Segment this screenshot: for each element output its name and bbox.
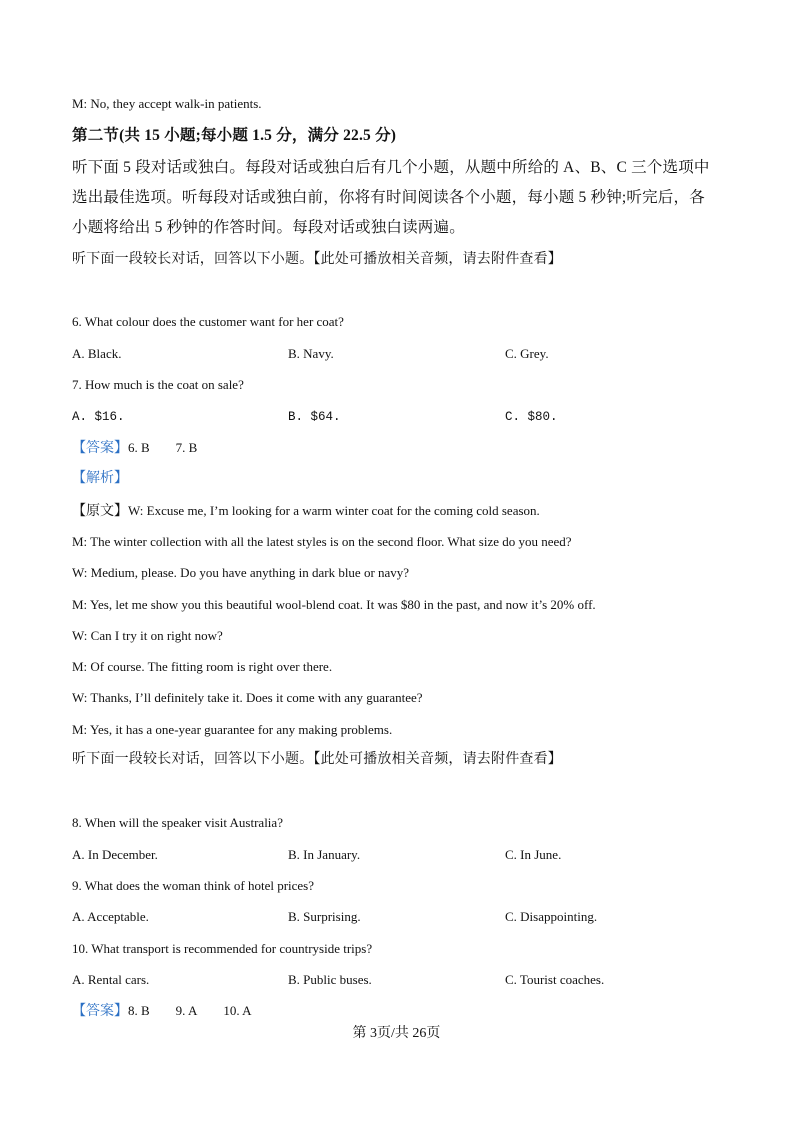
answer-label: 【答案】 (72, 1004, 128, 1019)
page-footer: 第 3页/共 26页 (352, 1026, 441, 1041)
option-8a: A. In December. (72, 847, 158, 862)
section-title: 第二节(共 15 小题;每小题 1.5 分，满分 22.5 分) (72, 127, 397, 144)
question-6: 6. What colour does the customer want for her coat? (72, 314, 344, 329)
answer-label: 【答案】 (72, 441, 128, 456)
question-7: 7. How much is the coat on sale? (72, 377, 244, 392)
transcript-line (72, 503, 540, 520)
question-10: 10. What transport is recommended for countryside trips? (72, 941, 373, 956)
answer-9: 9. A (175, 1003, 198, 1018)
answer-row-1 (72, 440, 197, 457)
option-7b: B. $64. (288, 410, 341, 424)
option-10a: A. Rental cars. (72, 972, 150, 987)
option-10c: C. Tourist coaches. (505, 972, 605, 987)
option-8b: B. In January. (288, 847, 361, 862)
question-9: 9. What does the woman think of hotel prices? (72, 878, 315, 893)
listen-prompt: 听下面一段较长对话，回答以下小题。【此处可播放相关音频，请去附件查看】 (72, 752, 562, 767)
option-6a: A. Black. (72, 346, 122, 361)
transcript-text: W: Excuse me, I’m looking for a warm winter coat for the coming cold season. (128, 503, 540, 518)
transcript-line: W: Medium, please. Do you have anything in dark blue or navy? (72, 565, 410, 580)
instruction-line: 选出最佳选项。听每段对话或独白前，你将有时间阅读各个小题，每小题 5 秒钟;听完后，各 (72, 189, 705, 206)
original-label: 【原文】 (72, 504, 128, 519)
option-6c: C. Grey. (505, 346, 549, 361)
answer-row-2 (72, 1003, 252, 1020)
option-10b: B. Public buses. (288, 972, 372, 987)
transcript-line: M: Yes, let me show you this beautiful wool-blend coat. It was $80 in the past, and now it’s 20% off. (72, 597, 596, 612)
answer-7: 7. B (175, 440, 198, 455)
transcript-line: M: No, they accept walk-in patients. (72, 96, 262, 111)
listen-prompt: 听下面一段较长对话，回答以下小题。【此处可播放相关音频，请去附件查看】 (72, 252, 562, 267)
transcript-line: W: Thanks, I’ll definitely take it. Does it come with any guarantee? (72, 690, 423, 705)
transcript-line: M: Of course. The fitting room is right over there. (72, 659, 333, 674)
option-8c: C. In June. (505, 847, 562, 862)
option-6b: B. Navy. (288, 346, 334, 361)
option-7c: C. $80. (505, 410, 558, 424)
transcript-line: M: The winter collection with all the latest styles is on the second floor. What size do you need? (72, 534, 572, 549)
question-8: 8. When will the speaker visit Australia? (72, 815, 283, 830)
instruction-line: 小题将给出 5 秒钟的作答时间。每段对话或独白读两遍。 (72, 219, 465, 236)
answer-8: 8. B (128, 1003, 150, 1018)
answer-6: 6. B (128, 440, 150, 455)
transcript-line: M: Yes, it has a one-year guarantee for any making problems. (72, 722, 393, 737)
option-9c: C. Disappointing. (505, 909, 598, 924)
analysis-label: 【解析】 (72, 471, 128, 486)
option-9b: B. Surprising. (288, 909, 361, 924)
answer-10: 10. A (223, 1003, 252, 1018)
instruction-line: 听下面 5 段对话或独白。每段对话或独白后有几个小题，从题中所给的 A、B、C 三个选项中 (72, 159, 710, 176)
transcript-line: W: Can I try it on right now? (72, 628, 223, 643)
option-9a: A. Acceptable. (72, 909, 149, 924)
option-7a: A. $16. (72, 410, 125, 424)
